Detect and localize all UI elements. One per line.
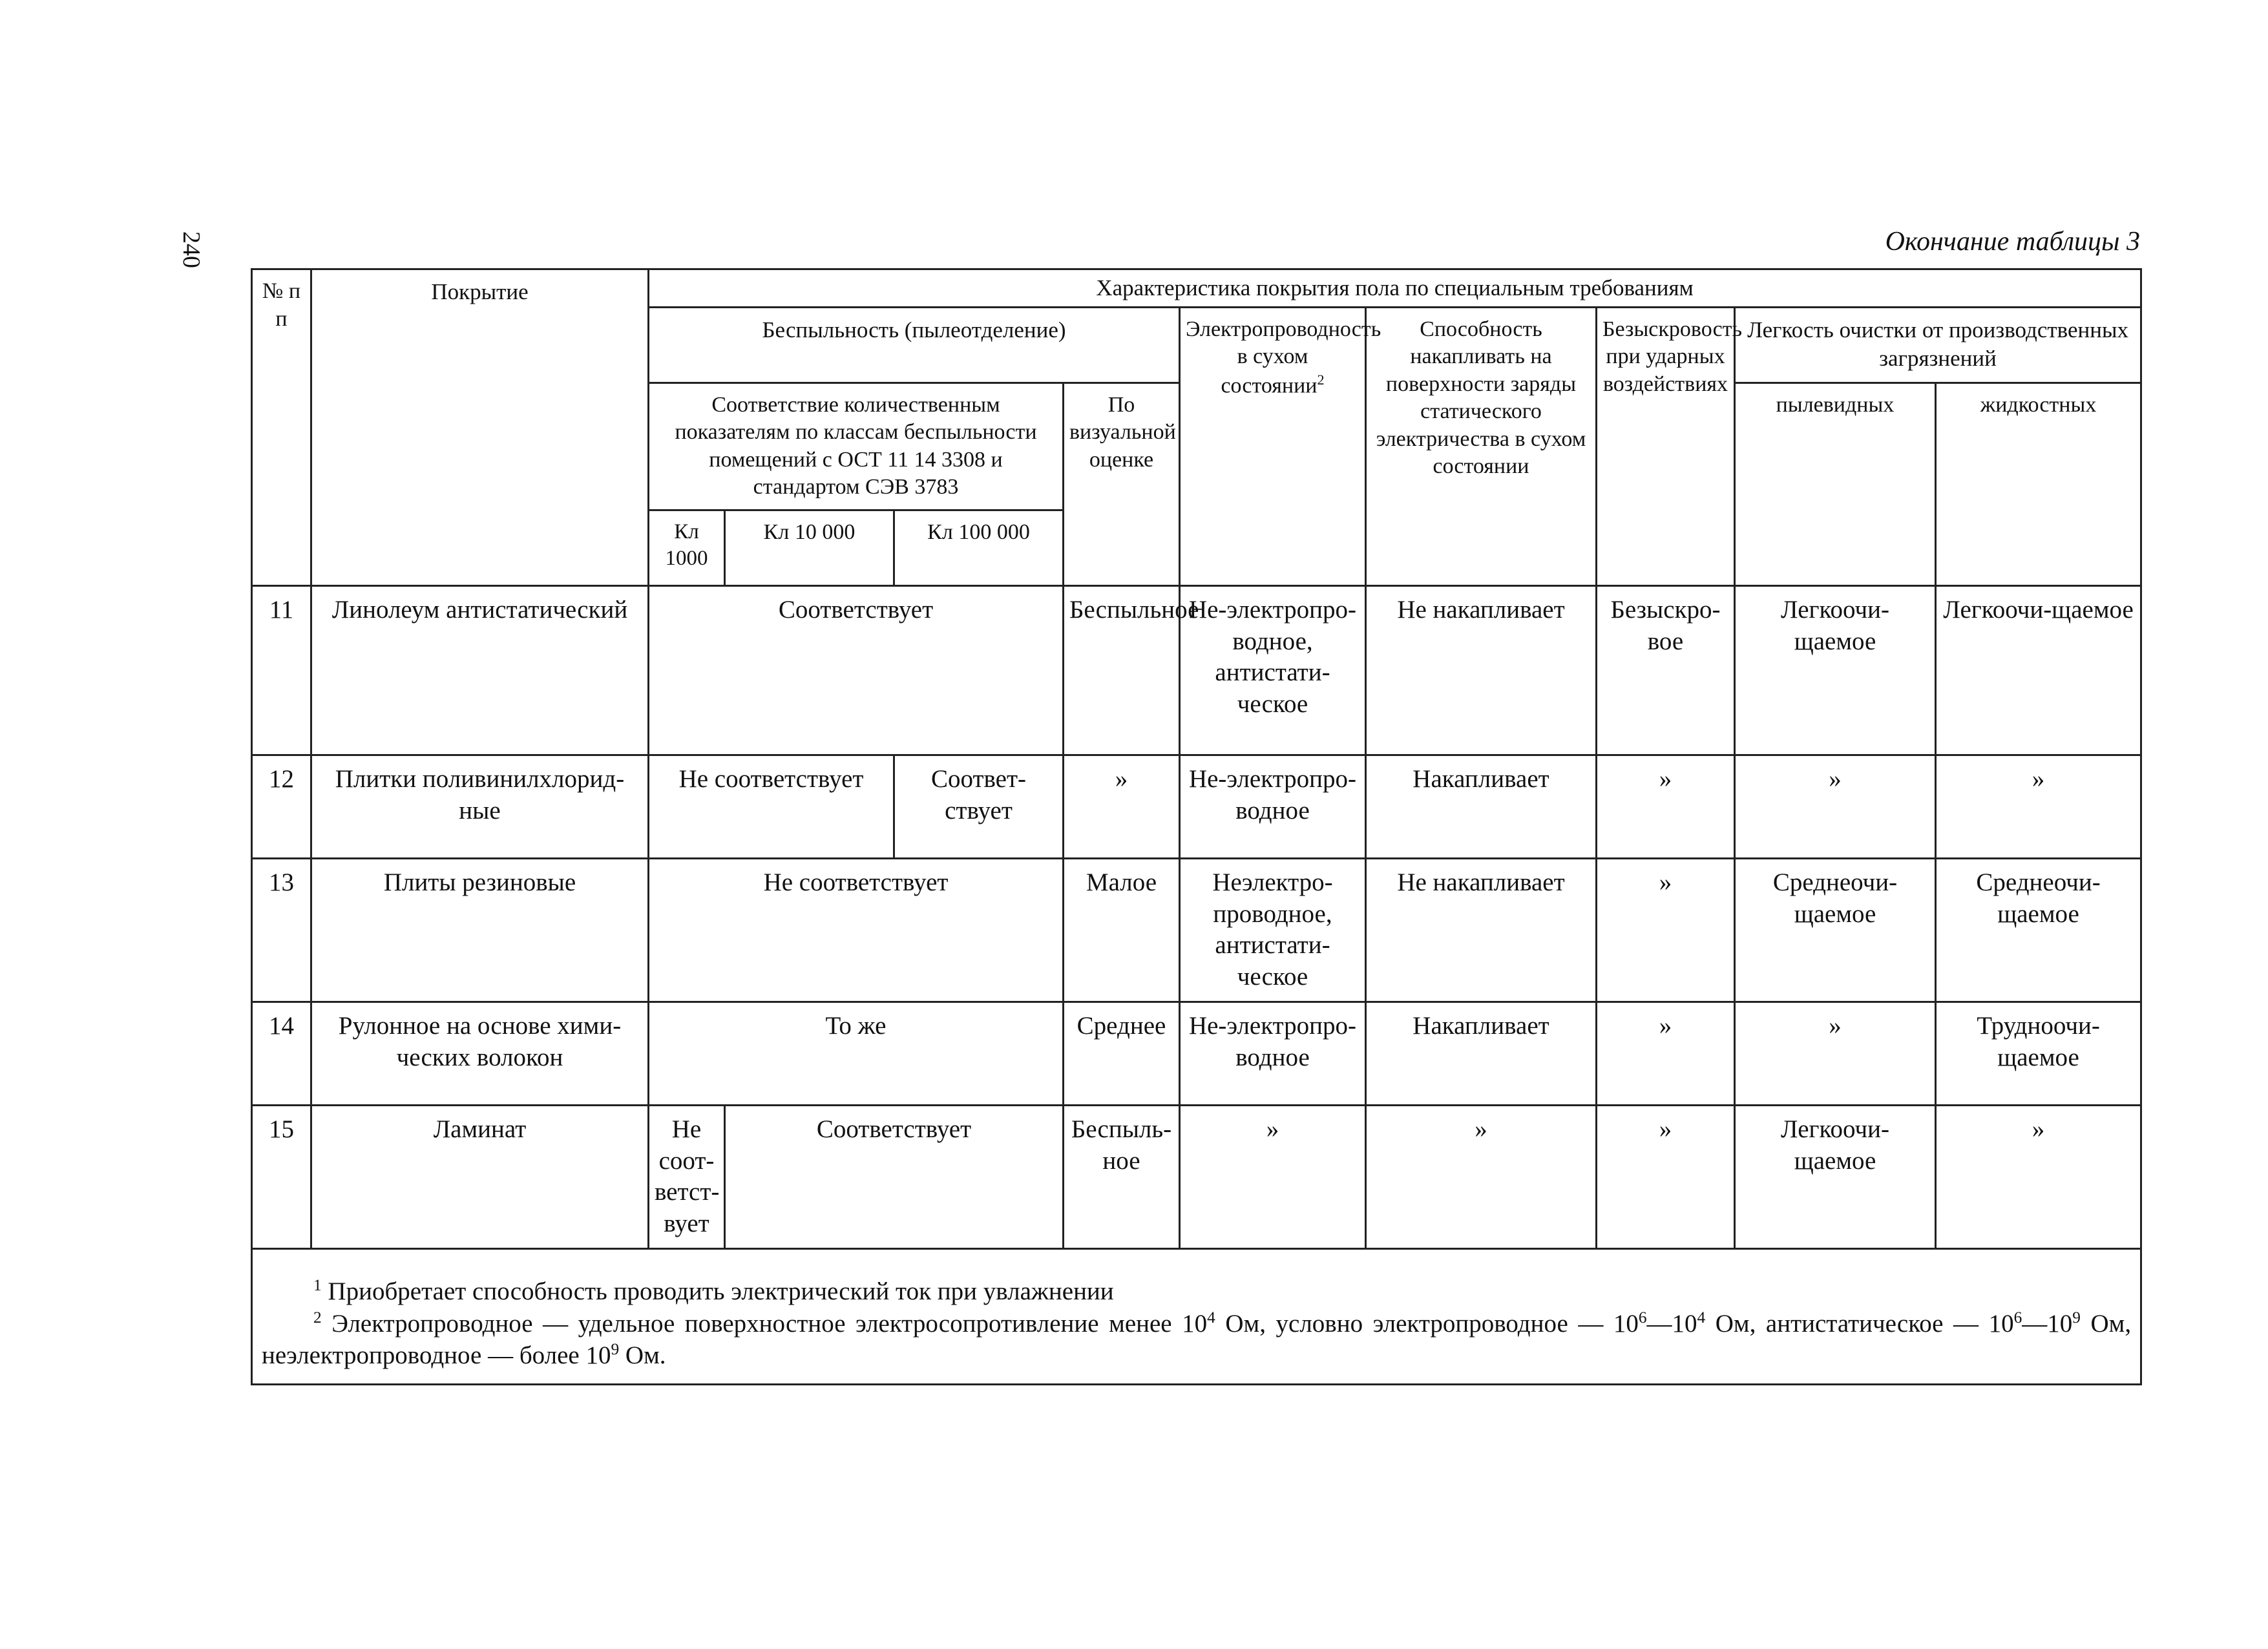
row-clean-dust: Легкоочи-щаемое — [1735, 1105, 1936, 1248]
row-num: 11 — [252, 585, 311, 755]
row-num: 12 — [252, 755, 311, 858]
row-clean-liquid: » — [1936, 1105, 2141, 1248]
header-dust-free: Беспыльность (пылеотделение) — [649, 307, 1180, 383]
fn2-exp: 6 — [2013, 1308, 2022, 1327]
footnotes — [252, 1248, 2141, 1384]
row-sparkless: » — [1597, 858, 1735, 1002]
coating-table — [251, 268, 2142, 1385]
row-conductivity: Не-электропро-водное — [1180, 755, 1366, 858]
row-coating: Рулонное на основе хими-ческих волокон — [311, 1002, 649, 1105]
header-visual: По визуальной оценке — [1064, 383, 1180, 585]
row-visual: Беспыль-ное — [1064, 1105, 1180, 1248]
header-group-title: Характеристика покрытия пола по специальным требованиям — [649, 269, 2141, 308]
row-sparkless: Безыскро-вое — [1597, 585, 1735, 755]
row-static: Накапливает — [1366, 755, 1597, 858]
row-compliance: Соответствует — [649, 585, 1064, 755]
row-sparkless: » — [1597, 1105, 1735, 1248]
header-compliance: Соответствие количественным показателям по классам беспыльности помещений с ОСТ 11 14 3308 и стандартом СЭВ 3783 — [649, 383, 1064, 510]
row-num: 13 — [252, 858, 311, 1002]
footnote-mark-2: 2 — [1317, 371, 1325, 388]
row-clean-dust: » — [1735, 1002, 1936, 1105]
header-kl1000: Кл 1000 — [649, 510, 725, 585]
row-clean-liquid: Среднеочи-щаемое — [1936, 858, 2141, 1002]
row-compliance-kl100000: Соответ-ствует — [894, 755, 1064, 858]
fn2-part: —10 — [2022, 1309, 2073, 1338]
header-kl100000: Кл 100 000 — [894, 510, 1064, 585]
row-static: Накапливает — [1366, 1002, 1597, 1105]
row-conductivity: Неэлектро-проводное, антистати-ческое — [1180, 858, 1366, 1002]
fn2-part: Ом, неэлектропроводное — более 10 — [262, 1309, 2132, 1370]
header-liquid: жидкостных — [1936, 383, 2141, 585]
row-compliance-kl10000-100000: Соответствует — [725, 1105, 1064, 1248]
row-clean-liquid: Трудноочи-щаемое — [1936, 1002, 2141, 1105]
header-conductivity-text: Электропроводность в сухом состоянии — [1186, 317, 1381, 398]
page-number: 240 — [178, 231, 205, 268]
fn2-exp: 9 — [611, 1340, 620, 1359]
header-dust: пылевидных — [1735, 383, 1936, 585]
row-conductivity: Не-электропро-водное, антистати-ческое — [1180, 585, 1366, 755]
row-sparkless: » — [1597, 755, 1735, 858]
row-num: 15 — [252, 1105, 311, 1248]
row-clean-dust: Легкоочи-щаемое — [1735, 585, 1936, 755]
header-cleaning: Легкость очистки от производственных загрязнений — [1735, 307, 2141, 383]
row-sparkless: » — [1597, 1002, 1735, 1105]
footnote-1 — [262, 1276, 2131, 1308]
fn2-part: Ом, условно электропроводное — 10 — [1215, 1309, 1639, 1338]
row-coating: Ламинат — [311, 1105, 649, 1248]
row-num: 14 — [252, 1002, 311, 1105]
row-coating: Линолеум антистатический — [311, 585, 649, 755]
row-compliance-kl1000-10000: Не соответствует — [649, 755, 894, 858]
header-coating: Покрытие — [311, 269, 649, 586]
row-static: » — [1366, 1105, 1597, 1248]
footnotes-row — [252, 1248, 2141, 1384]
footnote-2-mark: 2 — [313, 1308, 322, 1327]
header-conductivity — [1180, 307, 1381, 585]
fn2-part: Электропроводное — удельное поверхностное электросопротивление менее 10 — [331, 1309, 1208, 1338]
header-static: Способность накапливать на поверхности заряды статического электричества в сухом состоянии — [1366, 307, 1597, 585]
row-clean-liquid: » — [1936, 755, 2141, 858]
fn2-part: Ом. — [619, 1341, 666, 1370]
table-row — [252, 1002, 2141, 1105]
header-kl10000: Кл 10 000 — [725, 510, 894, 585]
row-conductivity: Не-электропро-водное — [1180, 1002, 1366, 1105]
row-visual: Среднее — [1064, 1002, 1180, 1105]
row-compliance-kl1000: Не соот-ветст-вует — [649, 1105, 725, 1248]
row-coating: Плитки поливинилхлорид-ные — [311, 755, 649, 858]
fn2-part: —10 — [1646, 1309, 1697, 1338]
table-row — [252, 1105, 2141, 1248]
header-num: № п п — [252, 269, 311, 586]
table-caption: Окончание таблицы 3 — [1885, 227, 2140, 257]
row-static: Не накапливает — [1366, 585, 1597, 755]
fn2-exp: 4 — [1697, 1308, 1706, 1327]
row-clean-dust: Среднеочи-щаемое — [1735, 858, 1936, 1002]
row-visual: Беспыльное — [1064, 585, 1180, 755]
header-sparkless: Безыскровость при ударных воздействиях — [1597, 307, 1735, 585]
table-row — [252, 858, 2141, 1002]
table-row — [252, 755, 2141, 858]
fn2-part: Ом, антистатическое — 10 — [1705, 1309, 2014, 1338]
row-compliance: То же — [649, 1002, 1064, 1105]
row-visual: » — [1064, 755, 1180, 858]
row-clean-liquid: Легкоочи-щаемое — [1936, 585, 2141, 755]
footnote-1-mark: 1 — [313, 1276, 322, 1294]
table-body — [252, 585, 2141, 1384]
row-coating: Плиты резиновые — [311, 858, 649, 1002]
fn2-exp: 6 — [1638, 1308, 1647, 1327]
table-row — [252, 585, 2141, 755]
row-static: Не накапливает — [1366, 858, 1597, 1002]
fn2-exp: 9 — [2072, 1308, 2081, 1327]
row-clean-dust: » — [1735, 755, 1936, 858]
row-compliance: Не соответствует — [649, 858, 1064, 1002]
table-header — [252, 269, 2141, 586]
footnote-2 — [262, 1308, 2131, 1372]
row-visual: Малое — [1064, 858, 1180, 1002]
footnote-1-text: Приобретает способность проводить электрический ток при увлажнении — [328, 1277, 1114, 1305]
row-conductivity: » — [1180, 1105, 1366, 1248]
fn2-exp: 4 — [1207, 1308, 1215, 1327]
